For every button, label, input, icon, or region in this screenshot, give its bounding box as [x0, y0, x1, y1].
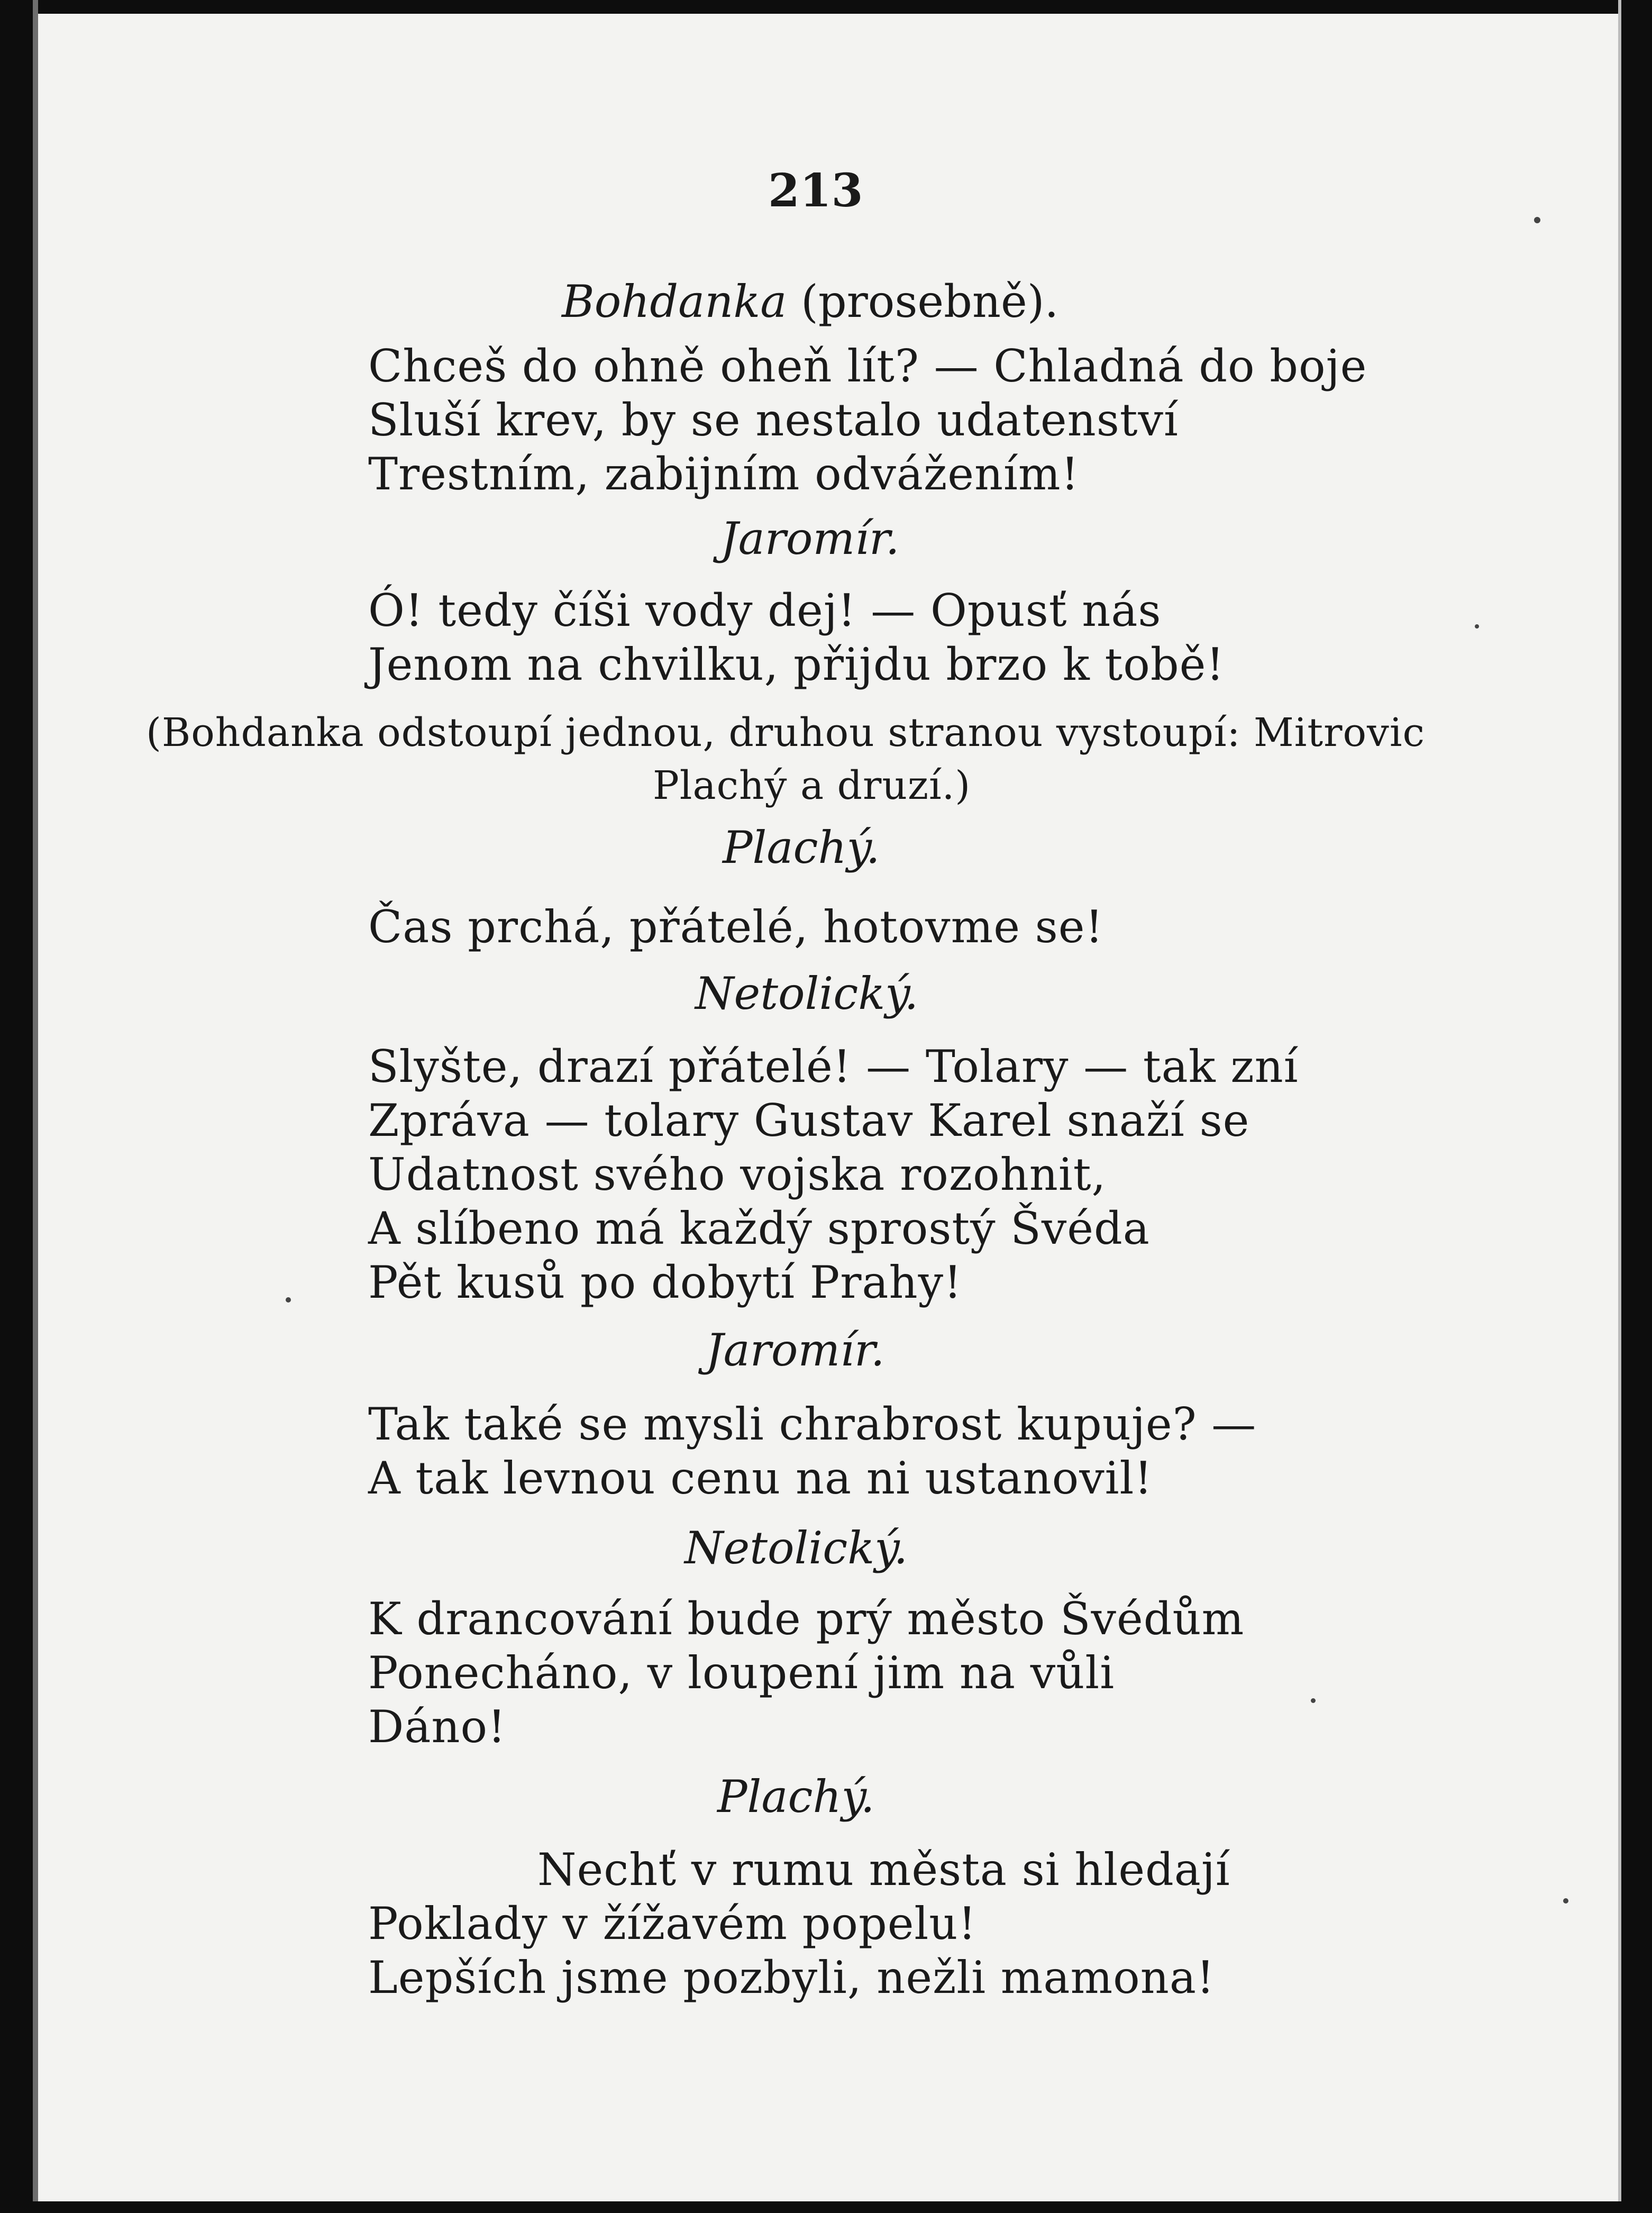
verse-line: Slyšte, drazí přátelé! — Tolary — tak zní	[368, 1041, 1299, 1092]
speaker-heading: Netolický.	[695, 968, 919, 1019]
paper-speck	[286, 1297, 291, 1303]
scan-border-left	[0, 0, 33, 2213]
verse-line: A tak levnou cenu na ni ustanovil!	[368, 1452, 1153, 1504]
verse-line: Ponecháno, v loupení jim na vůli	[368, 1647, 1115, 1699]
verse-line: Lepších jsme pozbyli, nežli mamona!	[368, 1952, 1215, 2003]
speaker-heading: Netolický.	[684, 1522, 908, 1574]
verse-line: Pět kusů po dobytí Prahy!	[368, 1256, 962, 1308]
speaker-heading	[562, 276, 1059, 327]
verse-line: Trestním, zabijním odvážením!	[368, 448, 1080, 500]
verse-line: Udatnost svého vojska rozohnit,	[368, 1149, 1107, 1200]
scan-border-top	[0, 0, 1652, 14]
verse-line: Jenom na chvilku, přijdu brzo k tobě!	[368, 639, 1225, 690]
speaker-heading: Jaromír.	[706, 1324, 885, 1376]
stage-direction-line: (Bohdanka odstoupí jednou, druhou stranou vystoupí: Mitrovic	[146, 710, 1425, 755]
verse-line: Ó! tedy číši vody dej! — Opusť nás	[368, 585, 1162, 636]
verse-line: Nechť v rumu města si hledají	[537, 1844, 1230, 1896]
speaker-name: Bohdanka	[562, 276, 787, 327]
speaker-heading: Plachý.	[717, 1771, 875, 1823]
verse-line: K drancování bude prý město Švédům	[368, 1593, 1245, 1645]
scan-border-right	[1621, 0, 1652, 2213]
page-number: 213	[768, 164, 863, 217]
stage-direction-line: Plachý a druzí.)	[653, 763, 971, 808]
verse-line: Tak také se mysli chrabrost kupuje? —	[368, 1398, 1257, 1450]
verse-line: A slíbeno má každý sprostý Švéda	[368, 1203, 1150, 1254]
scan-border-right-shadow	[1618, 0, 1621, 2213]
paper-speck	[1475, 624, 1479, 629]
verse-line: Poklady v žížavém popelu!	[368, 1898, 977, 1950]
scan-border-left-shadow	[33, 0, 38, 2213]
paper-speck	[1563, 1898, 1568, 1904]
scan-border-bottom	[0, 2201, 1652, 2213]
paper-speck	[1311, 1698, 1316, 1703]
speaker-heading: Jaromír.	[720, 513, 900, 564]
verse-line: Sluší krev, by se nestalo udatenství	[368, 394, 1179, 446]
verse-line: Zpráva — tolary Gustav Karel snaží se	[368, 1095, 1250, 1146]
verse-line: Chceš do ohně oheň lít? — Chladná do boje	[368, 340, 1367, 392]
stage-direction: (prosebně).	[801, 276, 1059, 327]
verse-line: Čas prchá, přátelé, hotovme se!	[368, 901, 1104, 953]
speaker-heading: Plachý.	[723, 822, 880, 873]
verse-line: Dáno!	[368, 1701, 506, 1753]
paper-speck	[1534, 217, 1540, 223]
